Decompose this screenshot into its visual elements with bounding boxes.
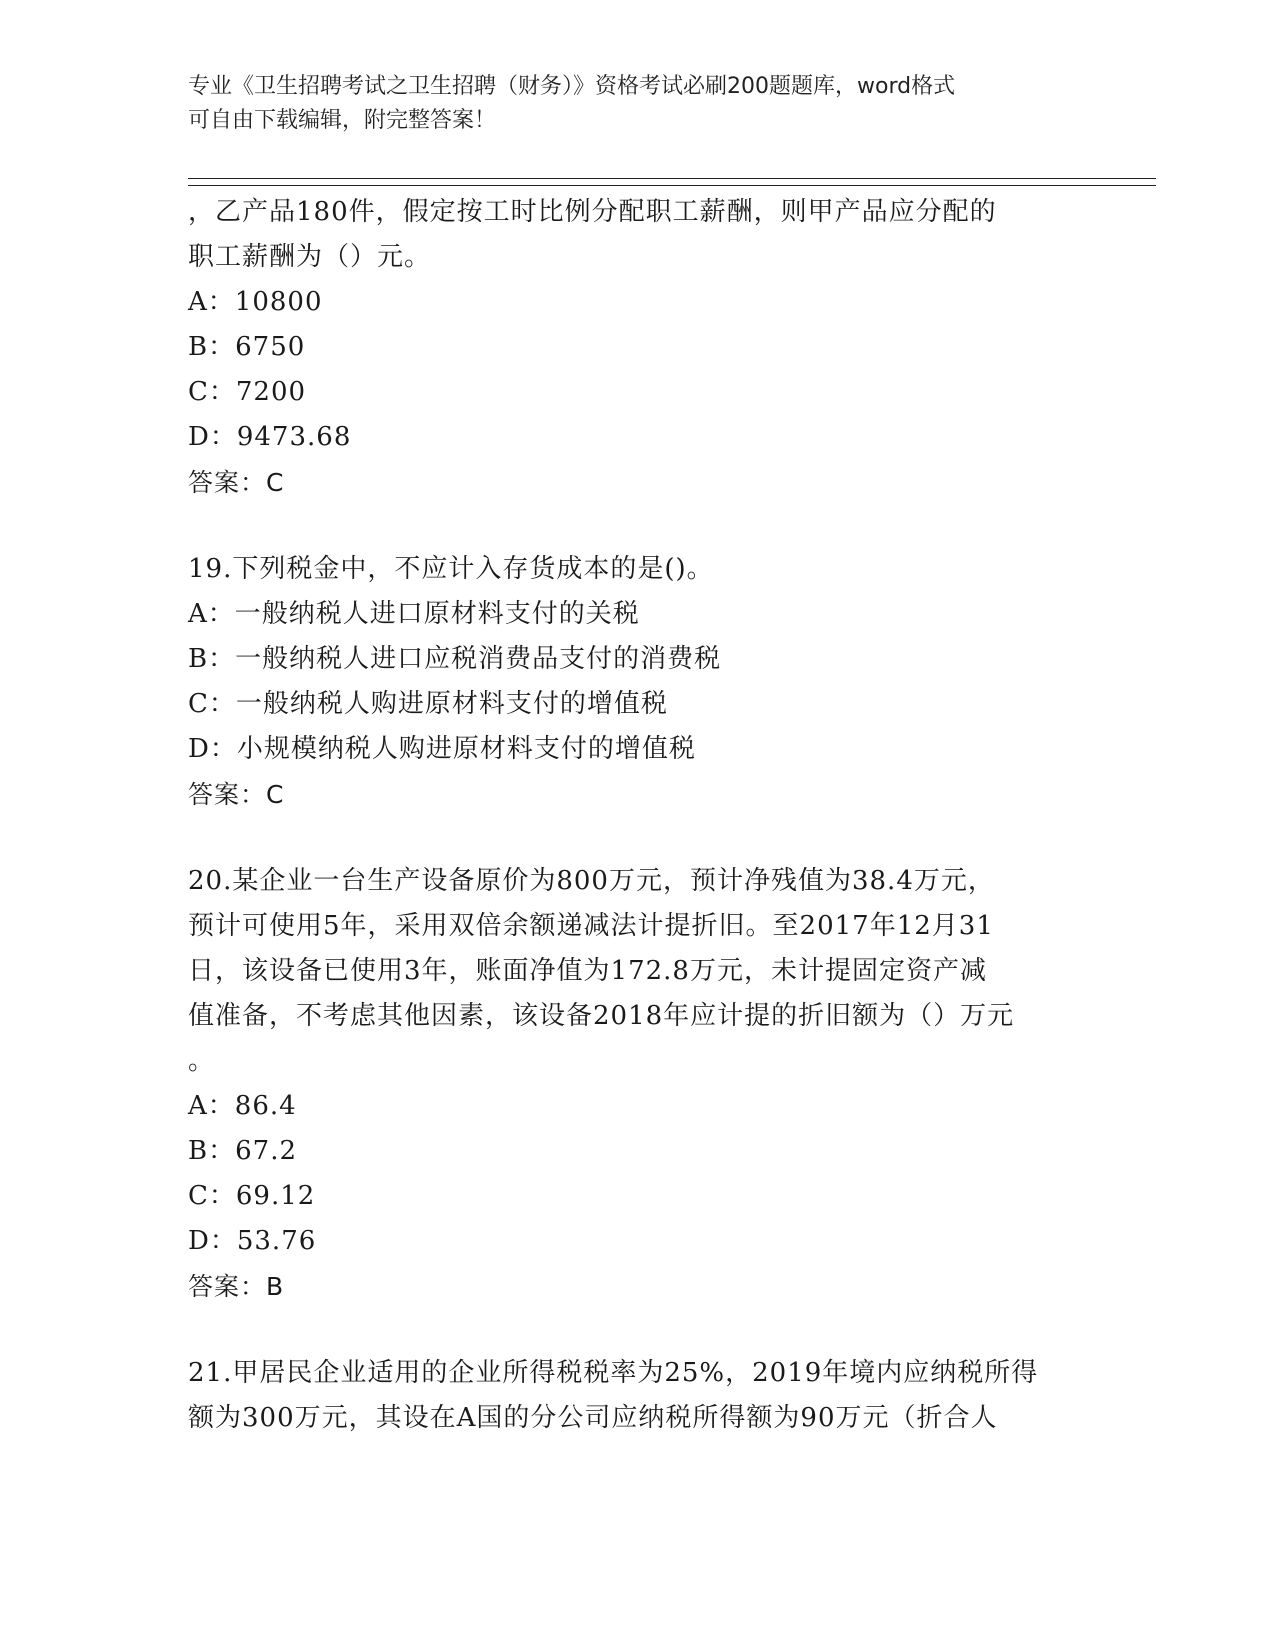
question-20 (188, 859, 1088, 1309)
question-stem: 19.下列税金中，不应计入存货成本的是()。 (188, 554, 714, 584)
header-divider (188, 178, 1156, 186)
option-c: C：7200 (188, 377, 307, 407)
question-stem: 日，该设备已使用3年，账面净值为172.8万元，未计提固定资产减 (188, 956, 987, 986)
option-c: C：69.12 (188, 1181, 316, 1211)
option-a: A：10800 (188, 287, 323, 317)
question-stem: 预计可使用5年，采用双倍余额递减法计提折旧。至2017年12月31 (188, 911, 994, 941)
question-stem: ，乙产品180件，假定按工时比例分配职工薪酬，则甲产品应分配的 (188, 197, 997, 227)
header-line-1: 专业《卫生招聘考试之卫生招聘（财务）》资格考试必刷200题题库，word格式 (188, 74, 956, 99)
option-d: D：小规模纳税人购进原材料支付的增值税 (188, 734, 696, 764)
document-header (188, 70, 1068, 138)
answer: 答案：B (188, 1272, 285, 1301)
option-d: D：53.76 (188, 1226, 317, 1256)
option-d: D：9473.68 (188, 422, 352, 452)
option-a: A：86.4 (188, 1091, 297, 1121)
question-stem: 职工薪酬为（）元。 (188, 242, 432, 272)
question-stem: 值准备，不考虑其他因素，该设备2018年应计提的折旧额为（）万元 (188, 1001, 1015, 1031)
option-c: C：一般纳税人购进原材料支付的增值税 (188, 689, 668, 719)
question-19 (188, 547, 1088, 817)
question-stem: 20.某企业一台生产设备原价为800万元，预计净残值为38.4万元， (188, 866, 995, 896)
spacer (188, 505, 1088, 547)
question-18 (188, 190, 1088, 505)
option-b: B：6750 (188, 332, 306, 362)
question-21 (188, 1351, 1088, 1441)
question-stem: 。 (188, 1046, 216, 1076)
question-stem: 21.甲居民企业适用的企业所得税税率为25%，2019年境内应纳税所得 (188, 1358, 1039, 1388)
question-stem: 额为300万元，其设在A国的分公司应纳税所得额为90万元（折合人 (188, 1403, 998, 1433)
spacer (188, 817, 1088, 859)
question-list (188, 190, 1088, 1441)
answer: 答案：C (188, 468, 285, 497)
spacer (188, 1309, 1088, 1351)
option-b: B：67.2 (188, 1136, 297, 1166)
answer: 答案：C (188, 780, 285, 809)
option-b: B：一般纳税人进口应税消费品支付的消费税 (188, 644, 722, 674)
option-a: A：一般纳税人进口原材料支付的关税 (188, 599, 640, 629)
header-line-2: 可自由下载编辑，附完整答案！ (188, 108, 497, 133)
